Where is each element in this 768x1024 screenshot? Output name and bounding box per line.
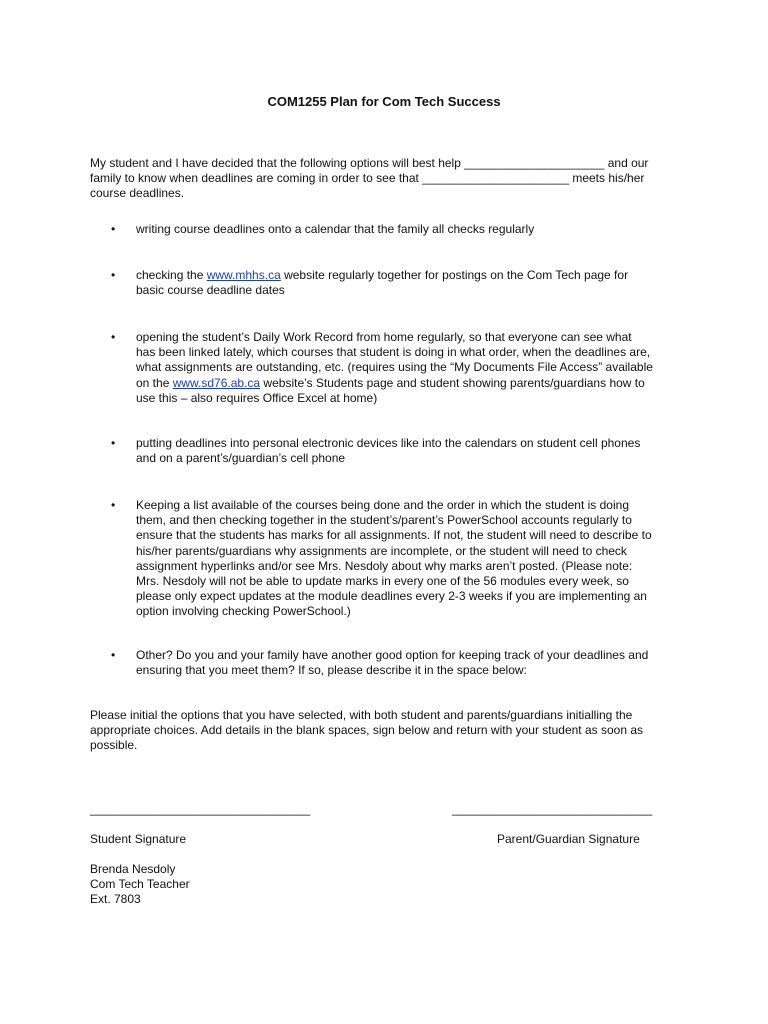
option-line: writing course deadlines onto a calendar that the family all checks regularly (136, 222, 535, 236)
option-line (136, 376, 696, 391)
sd76-link[interactable]: www.sd76.ab.ca (172, 375, 261, 390)
option-text (136, 498, 696, 620)
option-text (136, 436, 696, 466)
option-line: and on a parent’s/guardian’s cell phone (136, 451, 346, 466)
option-line: Mrs. Nesdoly will not be able to update marks in every one of the 56 modules every week, so (136, 574, 629, 589)
bullet-icon: • (111, 498, 116, 512)
closing-line: possible. (90, 738, 138, 753)
option-text (136, 268, 696, 298)
option-line: ensuring that you meet them? If so, please describe it in the space below: (136, 663, 527, 678)
option-text-span: website’s Students page and student showing parents/guardians how to (260, 375, 645, 390)
intro-line: course deadlines. (90, 186, 185, 201)
mhhs-link[interactable]: www.mhhs.ca (206, 268, 281, 282)
intro-line: My student and I have decided that the following options will best help _____________________ and our (90, 156, 649, 170)
option-line: assignment hyperlinks and/or see Mrs. Nesdoly about why marks aren’t posted. (Please note: (136, 558, 633, 573)
parent-signature-line: ______________________________ (452, 802, 653, 816)
option-line: use this – also requires Office Excel at home) (136, 390, 378, 405)
option-line: option involving checking PowerSchool.) (136, 604, 351, 619)
teacher-extension: Ext. 7803 (90, 892, 141, 907)
option-line: his/her parents/guardians why assignments are incomplete, or the student will need to check (136, 543, 627, 558)
option-text (136, 648, 696, 678)
option-text-span: website regularly together for postings on the Com Tech page for (280, 268, 629, 282)
document-title: COM1255 Plan for Com Tech Success (267, 94, 501, 109)
intro-paragraph (90, 156, 690, 202)
option-line: basic course deadline dates (136, 283, 285, 298)
option-line (136, 268, 696, 283)
bullet-icon: • (111, 268, 116, 282)
student-signature-label: Student Signature (90, 832, 187, 846)
option-text-span: checking the (136, 268, 207, 282)
option-line: Keeping a list available of the courses being done and the order in which the student is doing (136, 498, 629, 512)
closing-line: appropriate choices. Add details in the blank spaces, sign below and return with your student as soon as (90, 723, 644, 738)
bullet-icon: • (111, 436, 116, 450)
option-line: opening the student’s Daily Work Record from home regularly, so that everyone can see what (136, 330, 632, 344)
option-text (136, 222, 696, 237)
parent-signature-label: Parent/Guardian Signature (497, 832, 640, 846)
intro-line: family to know when deadlines are coming in order to see that ______________________ meets his/her (90, 171, 645, 186)
option-line: what assignments are outstanding, etc. (requires using the “My Documents File Access” available (136, 360, 653, 375)
closing-line: Please initial the options that you have selected, with both student and parents/guardians initialling the (90, 708, 633, 722)
teacher-info (90, 862, 190, 908)
option-line: ensure that the students has marks for all assignments. If not, the student will need to describe to (136, 528, 652, 543)
bullet-icon: • (111, 222, 116, 236)
option-line: them, and then checking together in the student’s/parent’s PowerSchool accounts regularly to (136, 513, 632, 528)
student-signature-line: _________________________________ (90, 802, 311, 816)
teacher-role: Com Tech Teacher (90, 877, 190, 892)
option-text (136, 330, 696, 406)
option-line: Other? Do you and your family have another good option for keeping track of your deadlines and (136, 648, 649, 662)
option-text-span: on the (136, 375, 173, 390)
teacher-name: Brenda Nesdoly (90, 862, 176, 876)
bullet-icon: • (111, 648, 116, 662)
bullet-icon: • (111, 330, 116, 344)
option-line: has been linked lately, which courses that student is doing in what order, when the deadlines are, (136, 345, 651, 360)
closing-paragraph (90, 708, 690, 754)
option-line: please only expect updates at the module deadlines every 2-3 weeks if you are implementing an (136, 589, 647, 604)
option-line: putting deadlines into personal electronic devices like into the calendars on student cell phones (136, 436, 641, 450)
